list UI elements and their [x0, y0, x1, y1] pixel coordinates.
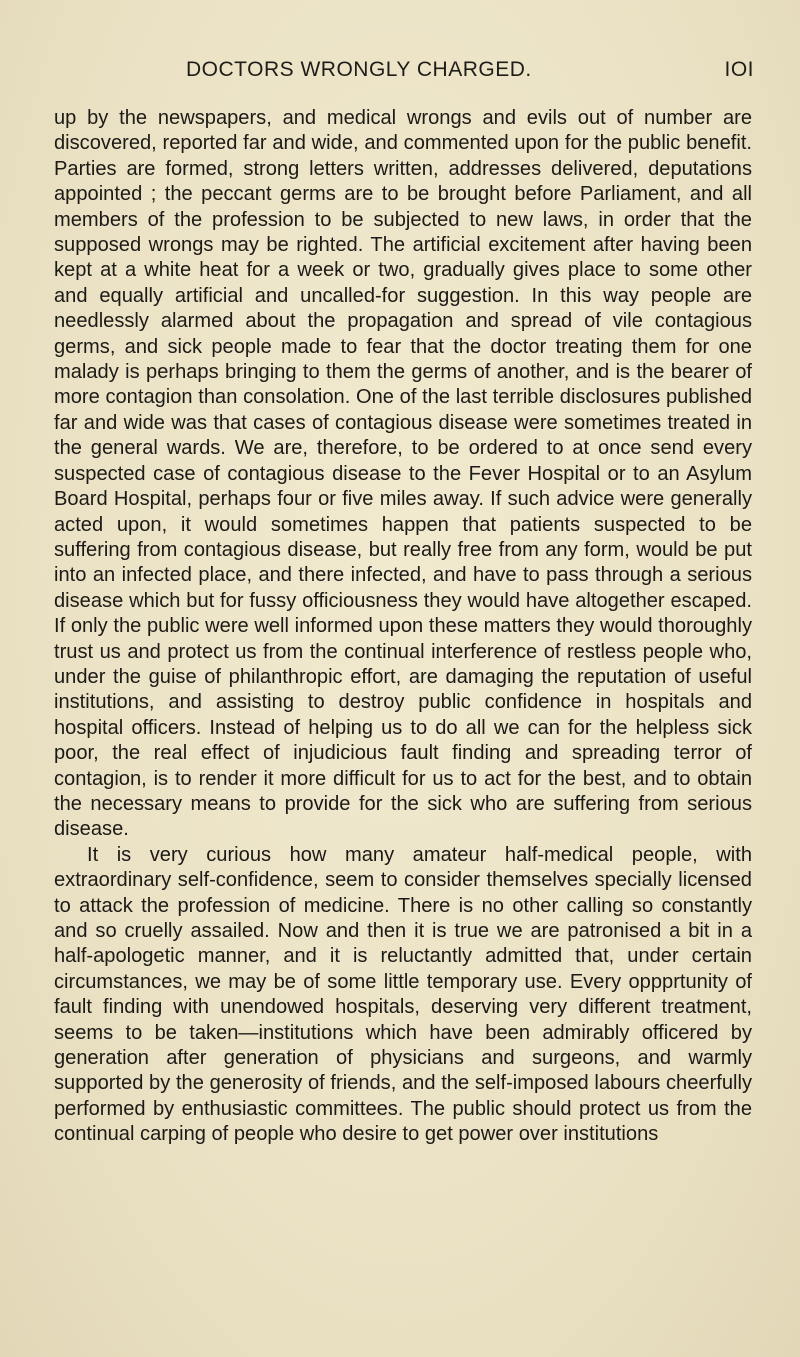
running-head — [186, 58, 754, 88]
page-number: IOI — [724, 58, 754, 81]
paragraph: It is very curious how many amateur half-medical people, with extraordinary self-confidence, seem to consider themselves specially licensed to attack the profession of medicine. There is no other calling so constantly and so cruelly assailed. Now and then it is true we are patronised a bit in a half-apologetic manner, and it is reluctantly admitted that, under certain circumstances, we may be of some little temporary use. Every oppprtunity of fault finding with unendowed hospitals, deserving very different treatment, seems to be taken—institutions which have been admirably officered by generation after generation of physicians and surgeons, and warmly supported by the generosity of friends, and the self-imposed labours cheerfully performed by enthusiastic committees. The public should protect us from the continual carping of people who desire to get power over institutions — [54, 843, 752, 1146]
body-text — [54, 106, 752, 1148]
paragraph-continued: up by the newspapers, and medical wrongs and evils out of number are discovered, reported far and wide, and commented upon for the public benefit. Parties are formed, strong letters written, addresses delivered, deputations appointed ; the peccant germs are to be brought before Parliament, and all members of the profession to be subjected to new laws, in order that the supposed wrongs may be righted. The artificial excitement after having been kept at a white heat for a week or two, gradually gives place to some other and equally artificial and uncalled-for suggestion. In this way people are needlessly alarmed about the propagation and spread of vile contagious germs, and sick people made to fear that the doctor treating them for one malady is perhaps bringing to them the germs of another, and is the bearer of more contagion than consolation. One of the last terrible disclosures published far and wide was that cases of contagious disease were sometimes treated in the general wards. We are, therefore, to be ordered to at once send every suspected case of contagious disease to the Fever Hospital or to an Asylum Board Hospital, perhaps four or five miles away. If such advice were generally acted upon, it would sometimes happen that patients suspected to be suffering from contagious disease, but really free from any form, would be put into an infected place, and there infected, and have to pass through a serious disease which but for fussy officiousness they would have altogether escaped. If only the public were well informed upon these matters they would thoroughly trust us and protect us from the continual interference of restless people who, under the guise of philanthropic effort, are damaging the reputation of useful institutions, and assisting to destroy public confidence in hospitals and hospital officers. Instead of helping us to do all we can for the helpless sick poor, the real effect of injudicious fault finding and spreading terror of contagion, is to render it more difficult for us to act for the best, and to obtain the necessary means to provide for the sick who are suffering from serious disease. — [54, 107, 752, 841]
running-title: DOCTORS WRONGLY CHARGED. — [186, 58, 532, 81]
